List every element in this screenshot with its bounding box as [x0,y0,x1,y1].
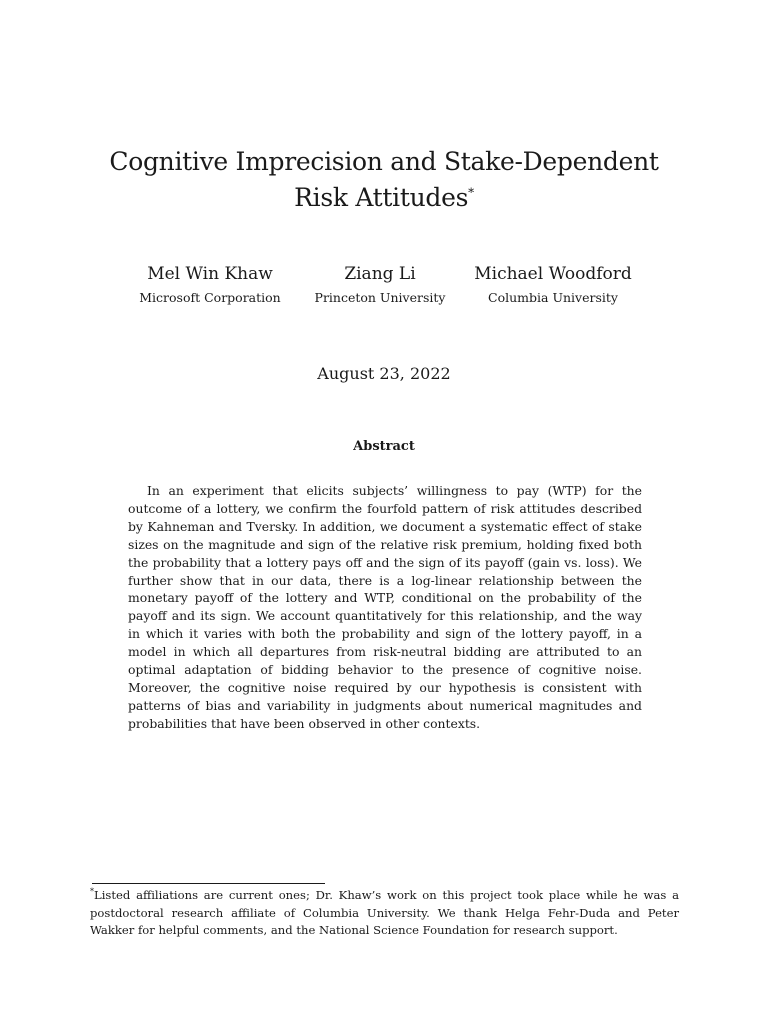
author-list [0,262,768,322]
author-name: Ziang Li [344,264,416,284]
footnote-text: Listed affiliations are current ones; Dr. Khaw’s work on this project took place while he was a postdoctoral research affiliate of Columbia University. We thank Helga Fehr-Duda and Peter Wakker for helpful comments, and the National Science Foundation for research support. [90,888,679,938]
footnote-divider [92,883,325,884]
abstract-text: In an experiment that elicits subjects’ willingness to pay (WTP) for the outcome of a lottery, we confirm the fourfold pattern of risk attitudes described by Kahneman and Tversky. In addition, we document a systematic effect of stake sizes on the magnitude and sign of the relative risk premium, holding fixed both the probability that a lottery pays off and the sign of its payoff (gain vs. loss). We further show that in our data, there is a log-linear relationship between the monetary payoff of the lottery and WTP, conditional on the probability of the payoff and its sign. We account quantitatively for this relationship, and the way in which it varies with both the probability and sign of the lottery payoff, in a model in which all departures from risk-neutral bidding are attributed to an optimal adaptation of bidding behavior to the presence of cognitive noise. Moreover, the cognitive noise required by our hypothesis is consistent with patterns of bias and variability in judgments about numerical magnitudes and probabilities that have been observed in other contexts. [128,483,642,731]
paper-title-text: Cognitive Imprecision and Stake-Dependent Risk Attitudes [109,147,659,212]
author-affiliation: Columbia University [488,290,618,305]
footnote [90,887,679,940]
publication-date: August 23, 2022 [317,364,451,383]
author-affiliation: Microsoft Corporation [139,290,281,305]
author-block [453,262,653,308]
author-block [280,262,480,308]
abstract-heading: Abstract [353,439,415,454]
paper-title [100,144,668,216]
author-name: Michael Woodford [474,264,632,284]
author-name: Mel Win Khaw [147,264,273,284]
title-footnote-marker: * [468,185,474,200]
author-affiliation: Princeton University [314,290,446,305]
footnote-marker: * [90,887,94,897]
